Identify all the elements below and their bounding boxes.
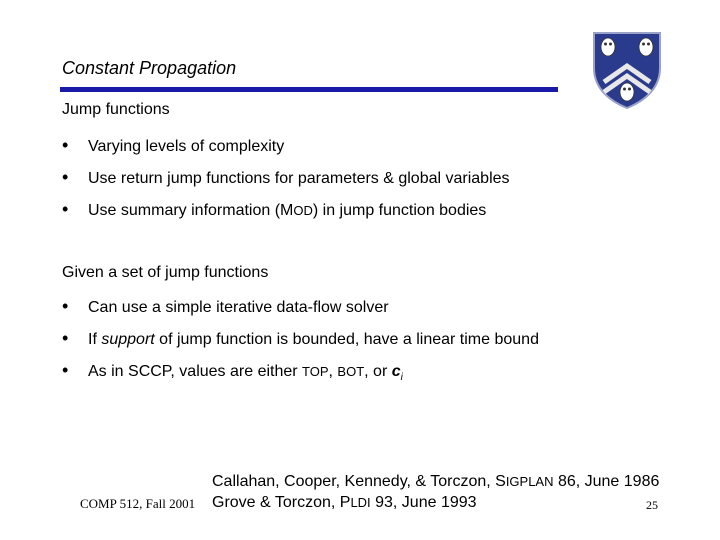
bullet-item: • Varying levels of complexity xyxy=(62,135,285,155)
bullet-item: • If support of jump function is bounded, have a linear time bound xyxy=(62,328,539,348)
bullet-icon: • xyxy=(62,360,69,380)
university-shield-icon xyxy=(590,30,664,110)
footer-course: COMP 512, Fall 2001 xyxy=(80,496,196,511)
bullet-icon: • xyxy=(62,167,69,187)
bullet-icon: • xyxy=(62,199,69,219)
bullet-icon: • xyxy=(62,328,69,348)
bullet-icon: • xyxy=(62,135,69,155)
page-number: 25 xyxy=(646,498,658,512)
bullet-item: • Use summary information (MOD) in jump function bodies xyxy=(62,199,487,219)
bullet-item: • Can use a simple iterative data-flow solver xyxy=(62,296,389,316)
bullet-item: • Use return jump functions for parameters & global variables xyxy=(62,167,510,187)
citation-line: Grove & Torczon, PLDI 93, June 1993 xyxy=(212,494,477,511)
bullet-icon: • xyxy=(62,296,69,316)
section2-heading: Given a set of jump functions xyxy=(62,264,269,281)
bullet-item: • As in SCCP, values are either TOP, BOT, or $c_i$ xyxy=(62,360,403,384)
title-rule xyxy=(60,87,558,92)
citation-line: Callahan, Cooper, Kennedy, & Torczon, SIGPLAN 86, June 1986 xyxy=(212,473,660,490)
section1-heading: Jump functions xyxy=(62,101,170,118)
slide-title: Constant Propagation xyxy=(62,58,237,78)
